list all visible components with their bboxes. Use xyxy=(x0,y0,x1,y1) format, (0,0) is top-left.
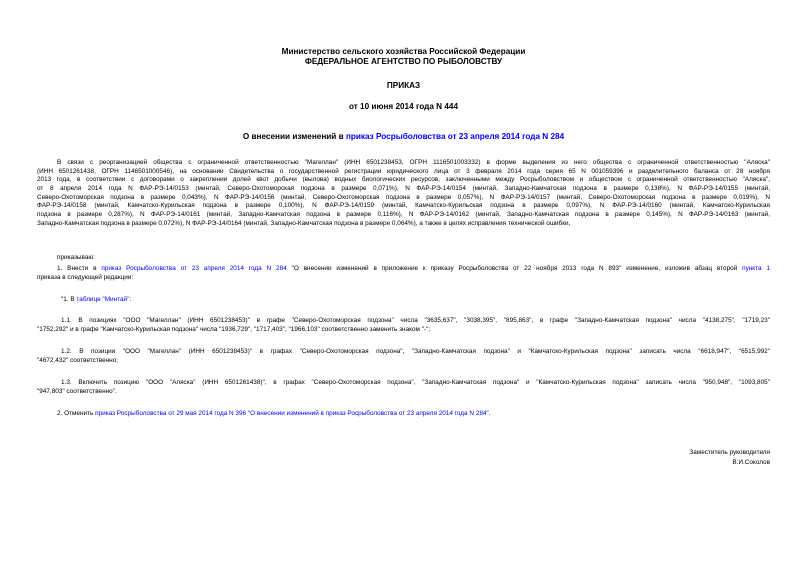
item-1-3-line1: 1.3. Включить позицию "ООО "Аляска" (ИНН 6501261438)", в графах "Северо-Охотоморская подзона", "Западно-Камчатская подзона" и "Камчатско-Курильская подзона" записать числа "950,948", "1093,805" xyxy=(61,379,770,386)
preamble-line: ФАР-РЭ-14/0158 (минтай, Камчатско-Курильская подзона в размере 0,100%), N ФАР-РЭ-14/0159 (минтай, Камчатско-Курильская подзона в размере 0,097%), N ФАР-РЭ-14/0160 (минтай, Камчатско-Курильская xyxy=(37,202,770,210)
item-1-middle: "О внесении изменений в приложение к приказу Росрыболовства от 22 ноября 2013 года N 893" изменение, изложив абзац второй xyxy=(286,265,743,272)
order-word xyxy=(37,254,770,263)
item-1-line1 xyxy=(37,265,770,274)
item-2 xyxy=(37,410,770,419)
doc-title xyxy=(0,132,807,142)
doc-type: ПРИКАЗ xyxy=(386,81,421,90)
item-2-prefix: 2. Отменить xyxy=(57,410,96,417)
item-1-quote-prefix: "1. В xyxy=(61,296,77,303)
doc-date-number: от 10 июня 2014 года N 444 xyxy=(348,102,459,111)
item-1-1-line1: 1.1. В позициях "ООО "Магеллан" (ИНН 6501238453)" в графе "Северо-Охотоморская подзона" числа "3635,637", "3038,395", "895,863", в графе "Западно-Камчатская подзона" числа "4138,275", "1719,23" xyxy=(61,317,770,324)
item-1-1-line2: "1752,292" и в графе "Камчатско-Курильская подзона" числа "1936,729", "1717,403", "1966,103" соответственно заменить знаком "-"; xyxy=(37,325,431,333)
item-1-2-line2: "4672,432" соответственно; xyxy=(37,356,119,364)
preamble-line: 2013 года, в соответствии с договорами о закреплении долей квот добычи (вылова) водных биологических ресурсов, заключенными между Росрыболовством и обществом с ограниченной ответственностью "Аляска", xyxy=(37,176,770,184)
item-1-quote-suffix: : xyxy=(129,296,132,303)
doc-title-link[interactable]: приказ Росрыболовства от 23 апреля 2014 года N 284 xyxy=(345,132,565,141)
preamble-line: В связи с реорганизацией общества с ограниченной ответственностью "Магеллан" (ИНН 6501238453, ОГРН 1116501003332) в форме выделения из него общества с ограниченной ответственностью "Аляска" xyxy=(57,159,770,166)
doc-title-prefix: О внесении изменений в xyxy=(242,132,346,141)
item-2-line xyxy=(37,410,770,419)
order-word-text: приказываю: xyxy=(57,254,95,261)
preamble-line: Северо-Охотоморская подзона в размере 0,043%), N ФАР-РЭ-14/0156 (минтай, Северо-Охотоморская подзона в размере 0,057%), N ФАР-РЭ-14/0157 (минтай, Северо-Охотоморская подзона в размере 0,019%), N xyxy=(37,193,770,201)
item-1-quote xyxy=(37,296,770,305)
item-1-link-order[interactable]: приказ Росрыболовства от 23 апреля 2014 года N 284 xyxy=(101,265,287,272)
agency-name: ФЕДЕРАЛЬНОЕ АГЕНТСТВО ПО РЫБОЛОВСТВУ xyxy=(304,57,503,66)
item-2-suffix: . xyxy=(488,410,491,417)
preamble-line: подзона в размере 0,287%), N ФАР-РЭ-14/0161 (минтай, Западно-Камчатская подзона в размере 0,116%), N ФАР-РЭ-14/0162 (минтай, Западно-Камчатская подзона в размере 0,145%), N ФАР-РЭ-14/0163 (минтай, xyxy=(37,211,770,219)
preamble-line: Западно-Камчатская подзона в размере 0,072%), N ФАР-РЭ-14/0164 (минтай, Западно-Камчатская подзона в размере 0,064%), а также в целях исправления технической ошибки, xyxy=(37,219,571,227)
item-1-3-line2: "947,803" соответственно". xyxy=(37,387,117,395)
preamble-line: от 8 апреля 2014 года N ФАР-РЭ-14/0153 (минтай, Северо-Охотоморская подзона в размере 0,071%), N ФАР-РЭ-14/0154 (минтай, Западно-Камчатская подзона в размере 0,138%), N ФАР-РЭ-14/0155 (минтай, xyxy=(37,185,770,193)
signature-name: В.И.Соколов xyxy=(732,459,770,466)
preamble-line: (ИНН 6501261438, ОГРН 1146501000546), на основании Свидетельства о государственной регистрации юридического лица от 3 февраля 2014 года серия 65 N 001059396 и разделительного баланса от 28 ноября xyxy=(37,167,770,175)
item-1 xyxy=(37,265,770,282)
item-2-link-order[interactable]: приказ Росрыболовства от 29 мая 2014 года N 396 xyxy=(95,410,247,417)
item-1-link-point[interactable]: пункта 1 xyxy=(742,265,770,272)
preamble xyxy=(37,159,770,229)
item-1-quote-link[interactable]: таблице "Минтай" xyxy=(76,296,130,303)
item-1-2 xyxy=(37,348,770,365)
item-2-link-title[interactable]: "О внесении изменений в приказ Росрыболовства от 23 апреля 2014 года N 284" xyxy=(247,410,489,417)
item-1-line2: приказа в следующей редакции: xyxy=(37,273,134,281)
item-1-1 xyxy=(37,317,770,334)
item-1-quote-line xyxy=(37,296,770,305)
item-1-3 xyxy=(37,379,770,396)
ministry-name: Министерство сельского хозяйства Российской Федерации xyxy=(281,47,526,56)
item-1-2-line1: 1.2. В позиции "ООО "Магеллан" (ИНН 6501238453)" в графах "Северо-Охотоморская подзона", "Западно-Камчатская подзона" и "Камчатско-Курильская подзона" записать числа "6618,947", "6515,992" xyxy=(61,348,770,355)
item-1-prefix: 1. Внести в xyxy=(57,265,102,272)
signature-position: Заместитель руководителя xyxy=(689,449,770,456)
